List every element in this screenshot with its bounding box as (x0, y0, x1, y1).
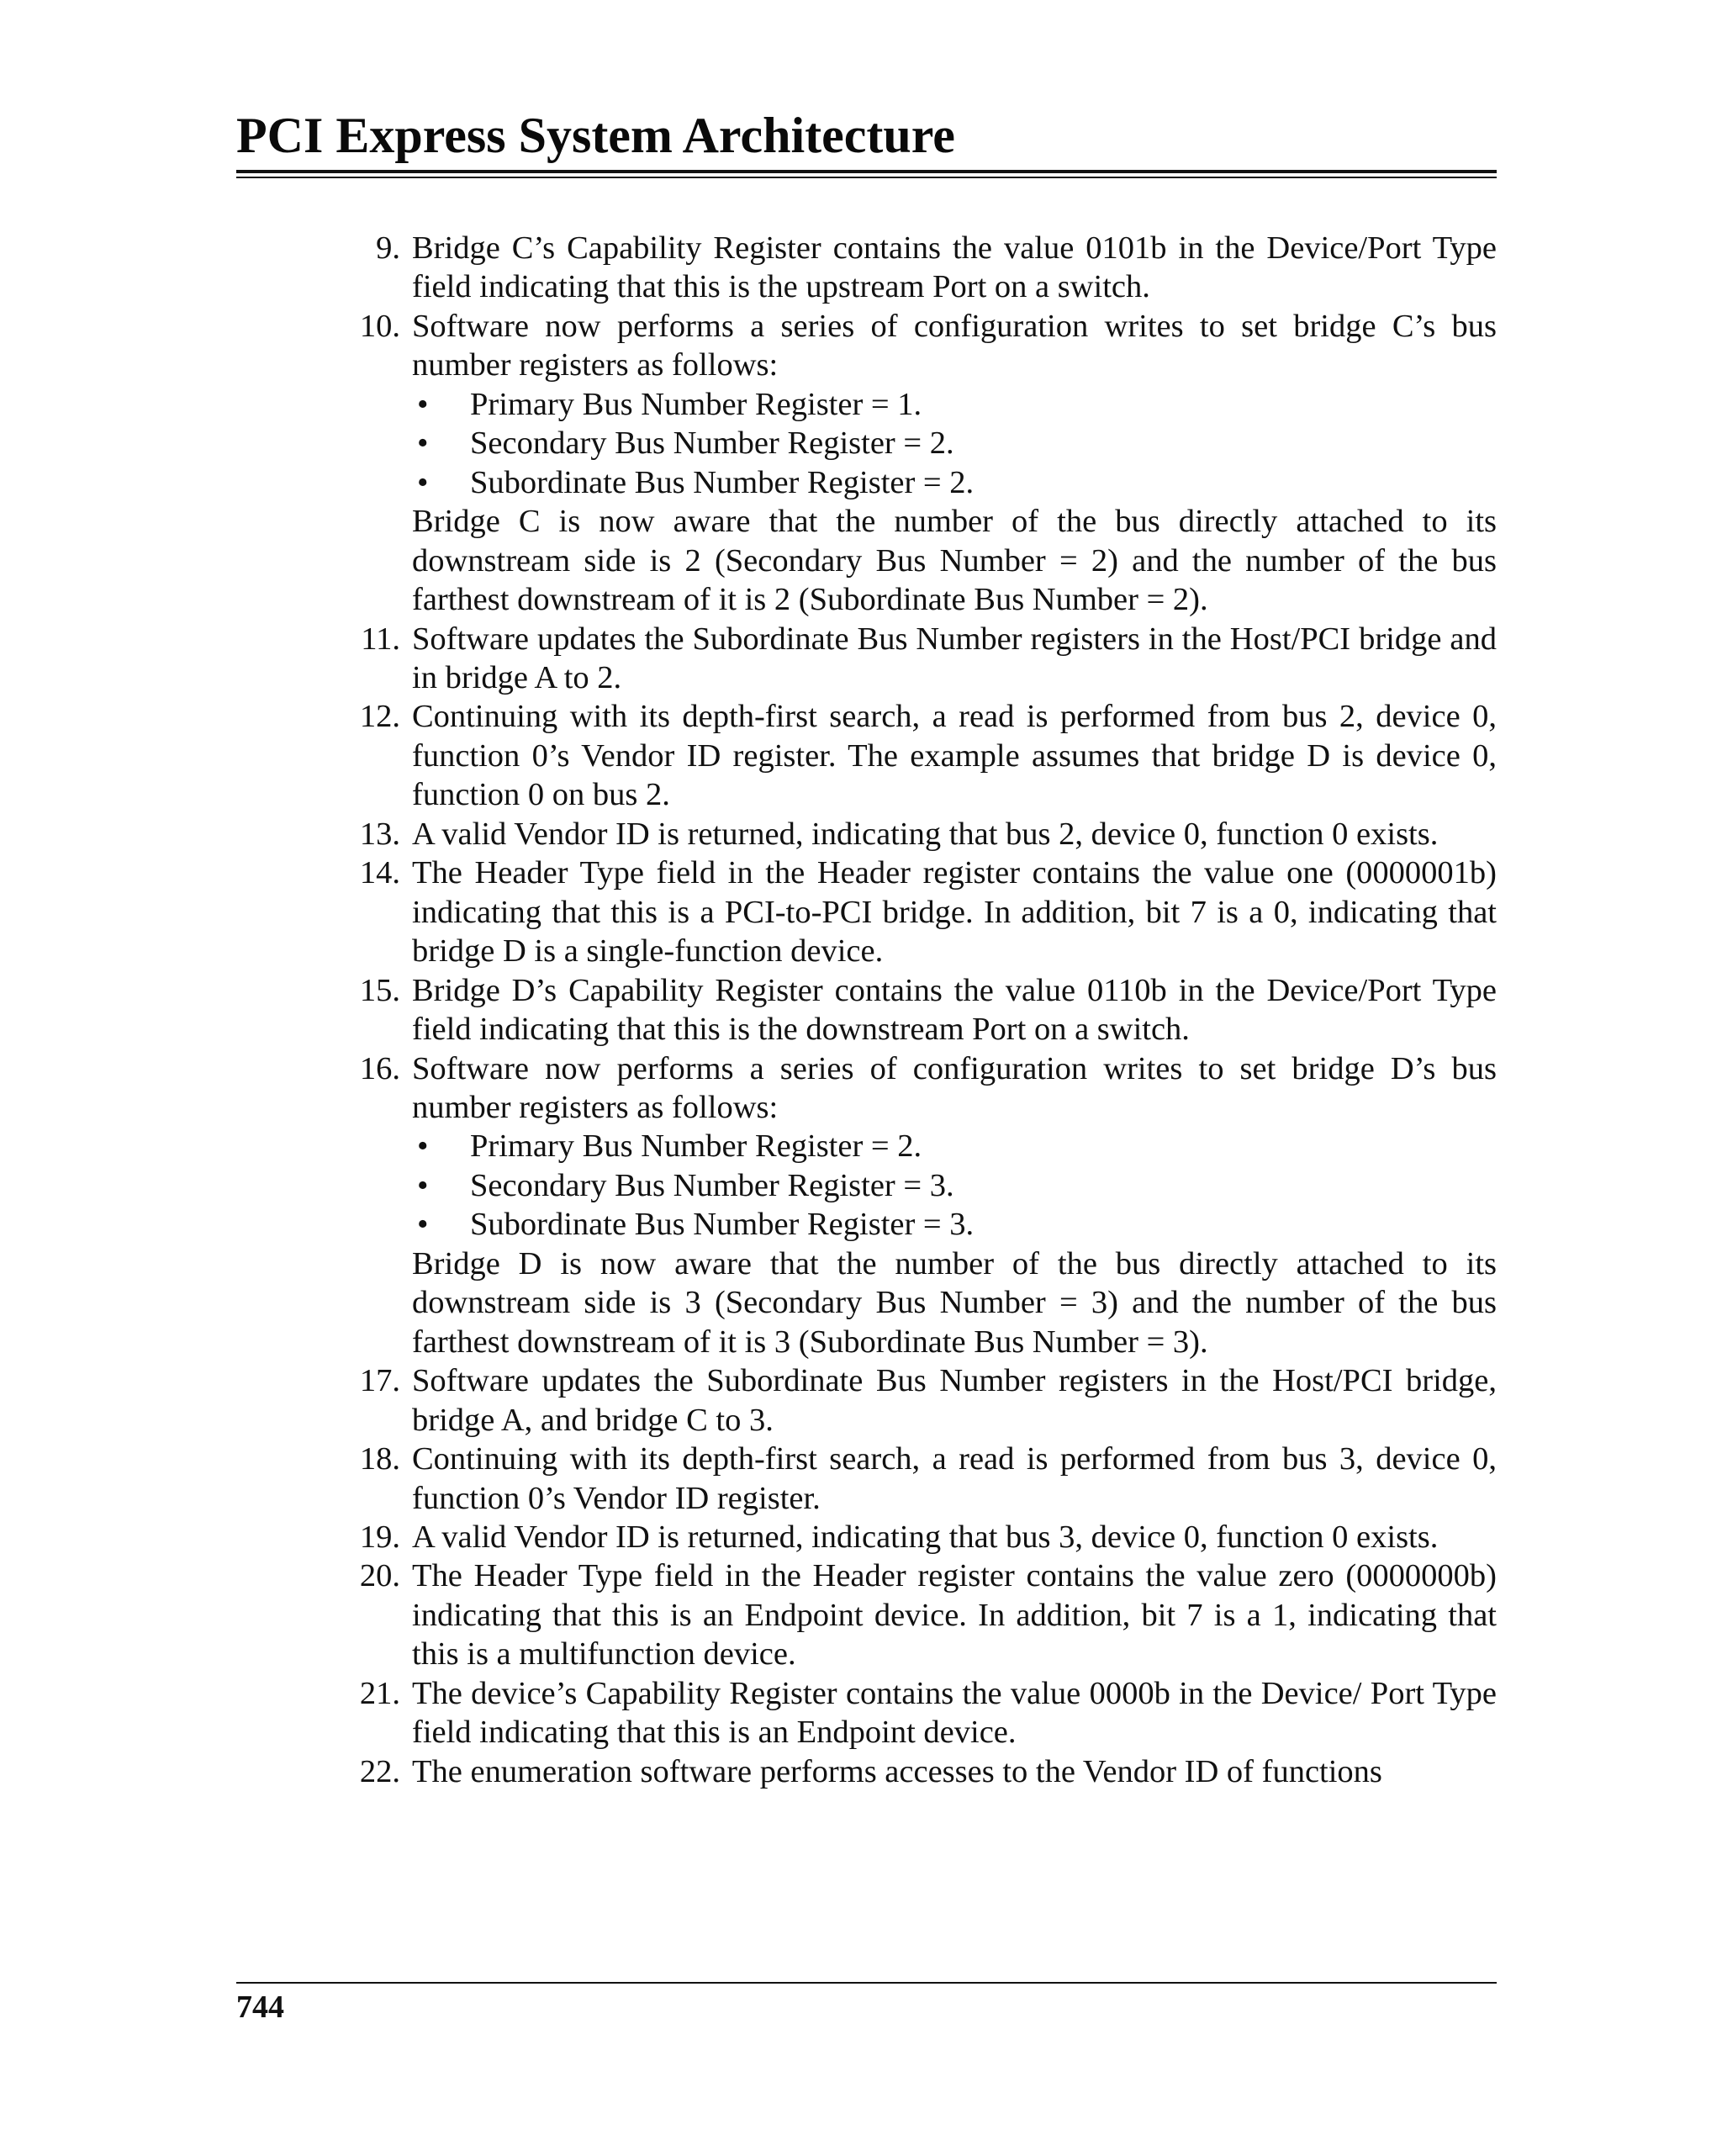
item-number: 13. (359, 816, 400, 852)
bullet-text: Subordinate Bus Number Register = 3. (470, 1207, 975, 1243)
header-rule-thick (236, 170, 1497, 173)
item-text: Continuing with its depth-first search, a read is performed from bus 3, device 0, function 0’s Vendor ID register. (412, 1441, 1497, 1516)
footer-rule (236, 1982, 1497, 1984)
bullet-item (412, 385, 1497, 424)
bullet-text: Secondary Bus Number Register = 3. (470, 1167, 954, 1203)
bullet-icon: • (417, 386, 429, 422)
item-number: 10. (359, 308, 400, 344)
bullet-text: Subordinate Bus Number Register = 2. (470, 464, 975, 500)
item-text: The device’s Capability Register contains the value 0000b in the Device/ Port Type field indicating that this is an Endpoint device. (412, 1675, 1497, 1751)
list-item (345, 1440, 1497, 1518)
page-header-title: PCI Express System Architecture (236, 108, 955, 163)
bullet-item (412, 1127, 1497, 1165)
bullet-text: Primary Bus Number Register = 1. (470, 386, 922, 422)
list-item (345, 1674, 1497, 1752)
list-item (345, 971, 1497, 1049)
list-item (345, 1556, 1497, 1673)
list-item (345, 620, 1497, 698)
item-text: Software now performs a series of configuration writes to set bridge C’s bus number registers as follows: (412, 308, 1497, 383)
bullet-item (412, 463, 1497, 502)
item-number: 15. (359, 972, 400, 1008)
item-text: Bridge C’s Capability Register contains the value 0101b in the Device/Port Type field indicating that this is the upstream Port on a switch. (412, 230, 1497, 305)
list-item (345, 1518, 1497, 1556)
item-number: 11. (361, 621, 400, 657)
bullet-list (412, 1127, 1497, 1244)
bullet-icon: • (417, 1207, 429, 1243)
list-item (345, 307, 1497, 620)
item-text: The enumeration software performs accesses to the Vendor ID of functions (412, 1753, 1382, 1789)
item-text: Software now performs a series of configuration writes to set bridge D’s bus number registers as follows: (412, 1050, 1497, 1125)
list-item (345, 229, 1497, 307)
item-followup-text: Bridge C is now aware that the number of the bus directly attached to its downstream side is 2 (Secondary Bus Number = 2) and the number of the bus farthest downstream of it is 2 (Subordinate Bus Number = 2). (412, 504, 1497, 618)
item-number: 19. (359, 1519, 400, 1555)
bullet-item (412, 424, 1497, 462)
item-text: The Header Type field in the Header register contains the value one (0000001b) indicating that this is a PCI-to-PCI bridge. In addition, bit 7 is a 0, indicating that bridge D is a single-function device. (412, 855, 1497, 970)
bullet-item (412, 1166, 1497, 1205)
list-item (345, 1752, 1497, 1791)
item-text: A valid Vendor ID is returned, indicating that bus 3, device 0, function 0 exists. (412, 1519, 1439, 1555)
bullet-icon: • (417, 425, 429, 462)
item-number: 21. (359, 1675, 400, 1711)
bullet-list (412, 385, 1497, 502)
list-item (345, 853, 1497, 970)
item-number: 9. (376, 230, 400, 266)
bullet-text: Secondary Bus Number Register = 2. (470, 425, 954, 462)
item-text: Software updates the Subordinate Bus Number registers in the Host/PCI bridge, bridge A, and bridge C to 3. (412, 1363, 1497, 1438)
item-text: Bridge D’s Capability Register contains the value 0110b in the Device/Port Type field indicating that this is the downstream Port on a switch. (412, 972, 1497, 1048)
item-number: 12. (359, 699, 400, 735)
item-number: 17. (359, 1363, 400, 1399)
item-number: 22. (359, 1753, 400, 1789)
item-text: The Header Type field in the Header register contains the value zero (0000000b) indicating that this is an Endpoint device. In addition, bit 7 is a 1, indicating that this is a multifunction device. (412, 1558, 1497, 1672)
bullet-icon: • (417, 1128, 429, 1165)
item-number: 16. (359, 1050, 400, 1086)
header-rule-thin (236, 177, 1497, 178)
item-text: A valid Vendor ID is returned, indicating that bus 2, device 0, function 0 exists. (412, 816, 1439, 852)
list-item (345, 815, 1497, 853)
numbered-list (345, 229, 1497, 1791)
item-number: 18. (359, 1441, 400, 1477)
item-followup-text: Bridge D is now aware that the number of the bus directly attached to its downstream side is 3 (Secondary Bus Number = 3) and the number of the bus farthest downstream of it is 3 (Subordinate Bus Number = 3). (412, 1245, 1497, 1360)
item-text: Software updates the Subordinate Bus Number registers in the Host/PCI bridge and in bridge A to 2. (412, 621, 1497, 695)
item-text: Continuing with its depth-first search, a read is performed from bus 2, device 0, function 0’s Vendor ID register. The example assumes that bridge D is device 0, function 0 on bus 2. (412, 699, 1497, 813)
list-item (345, 697, 1497, 814)
bullet-item (412, 1205, 1497, 1244)
item-number: 20. (359, 1558, 400, 1594)
item-number: 14. (359, 855, 400, 891)
bullet-icon: • (417, 464, 429, 500)
page-number: 744 (236, 1990, 284, 2025)
bullet-text: Primary Bus Number Register = 2. (470, 1128, 922, 1165)
list-item (345, 1049, 1497, 1362)
bullet-icon: • (417, 1167, 429, 1203)
list-item (345, 1361, 1497, 1440)
